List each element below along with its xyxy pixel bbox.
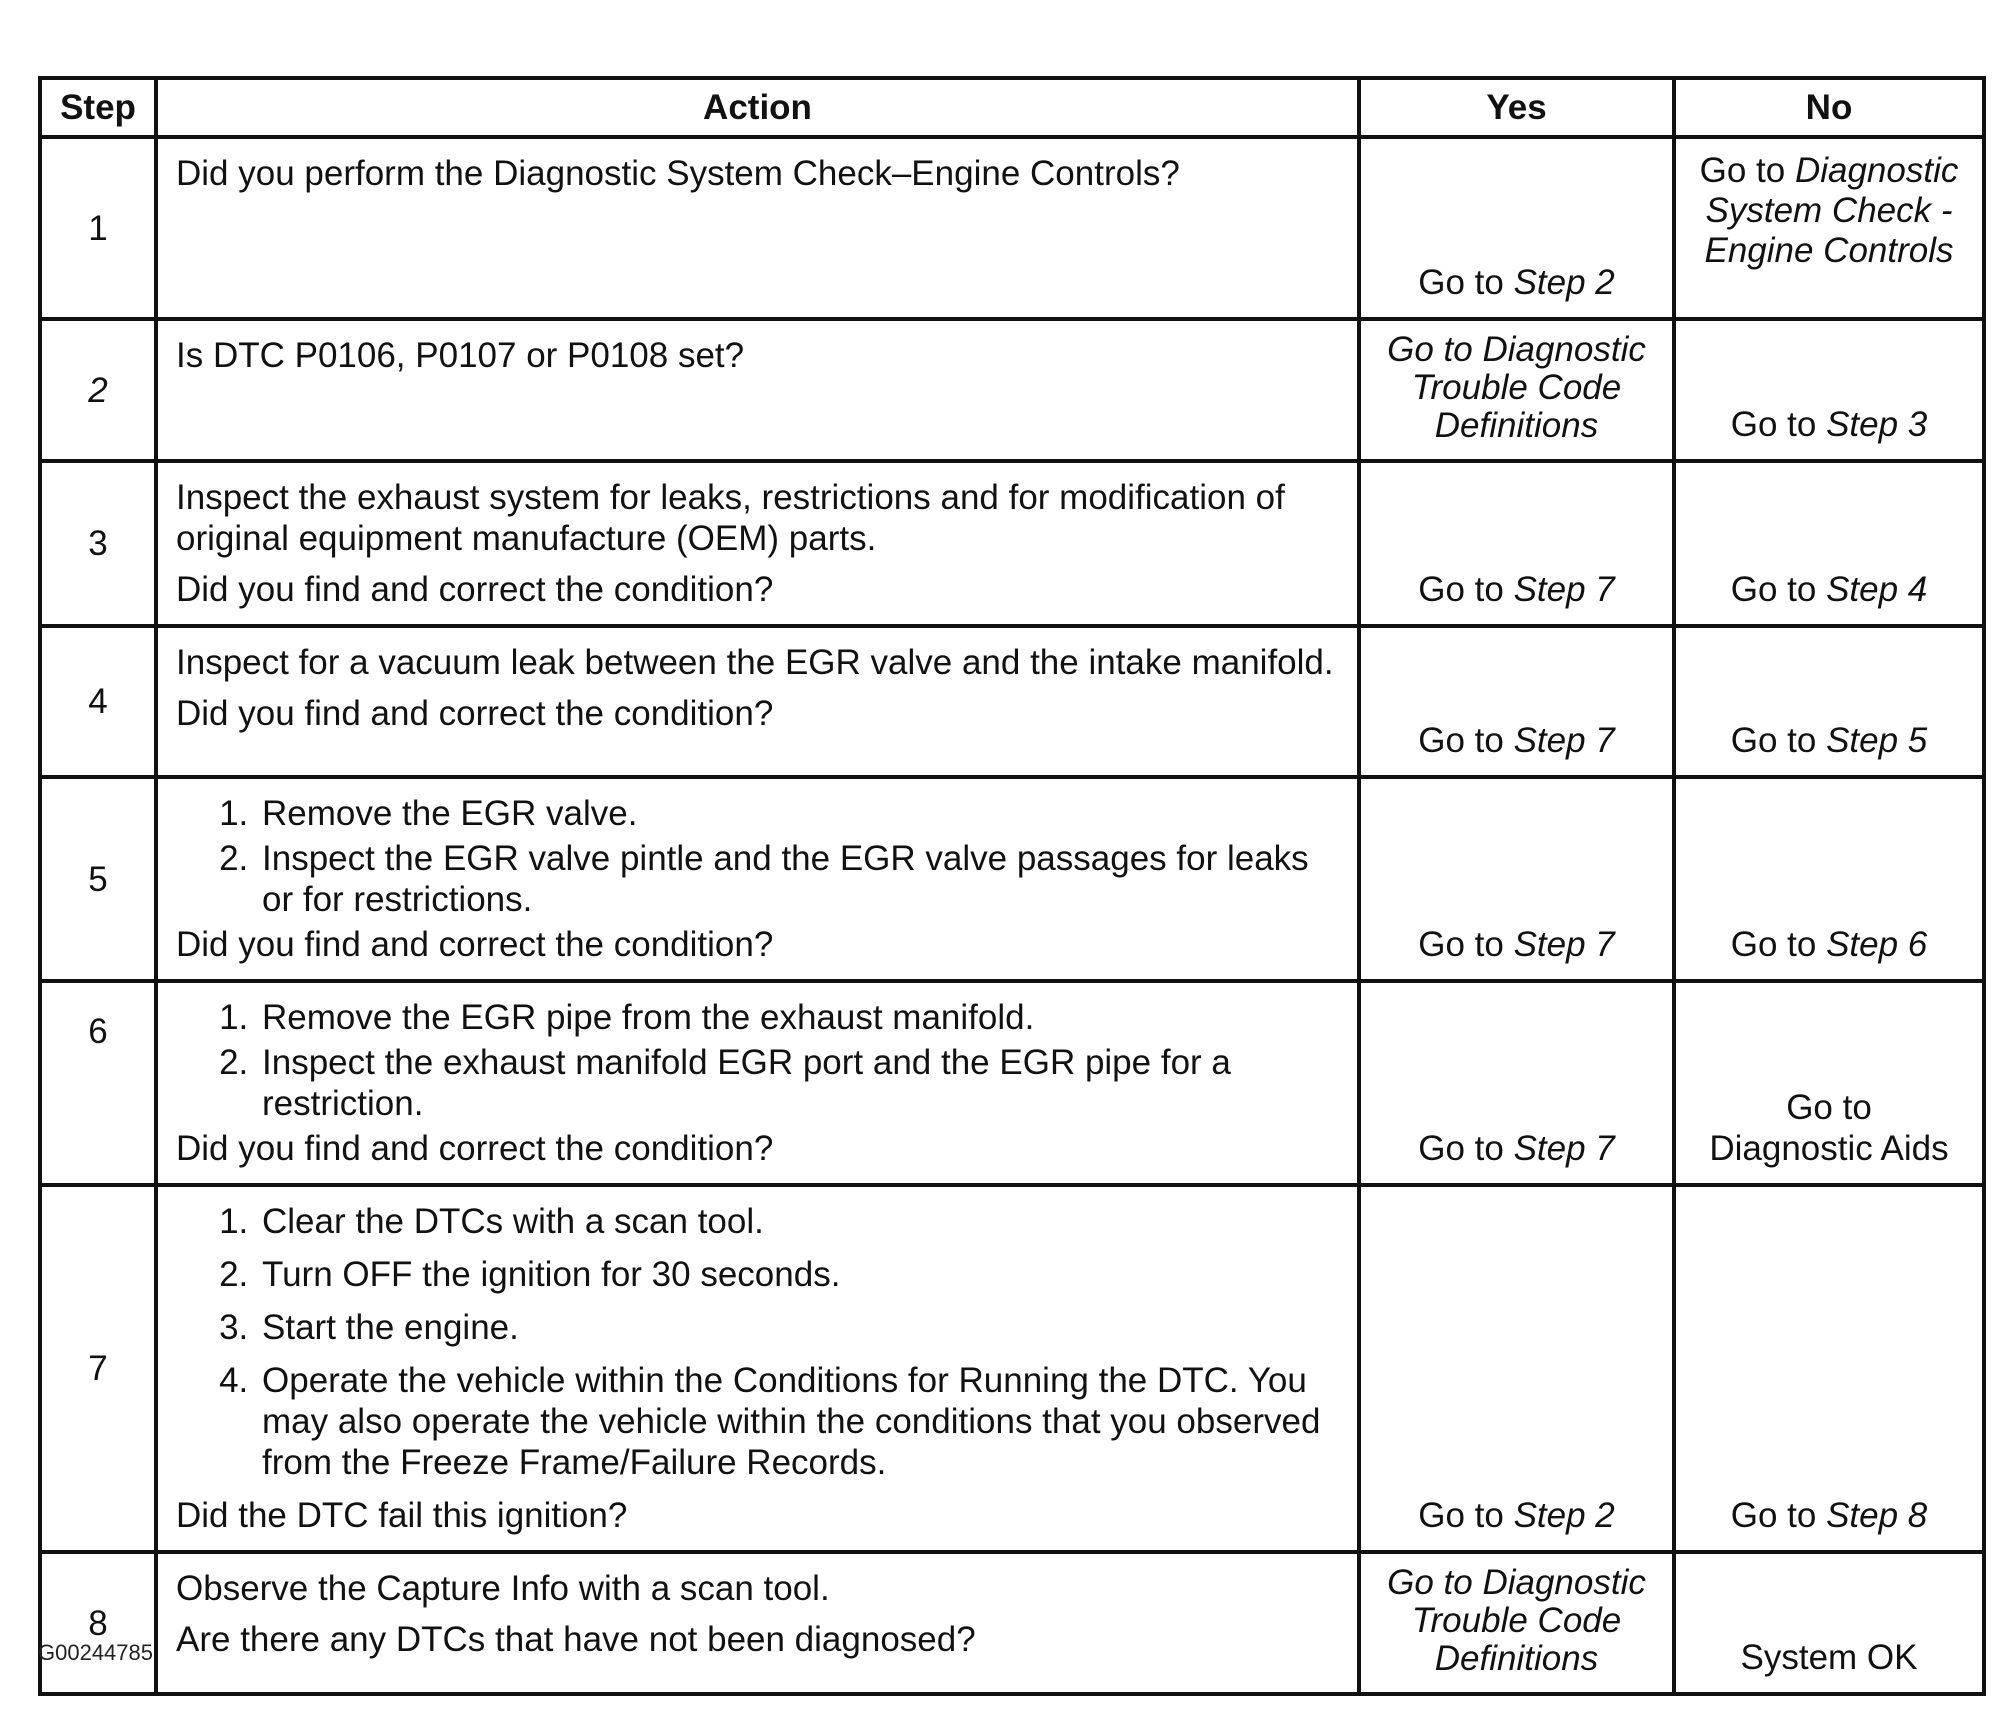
action-cell <box>156 461 1359 626</box>
substep-list <box>176 793 1341 920</box>
yes-cell <box>1359 777 1674 981</box>
table-header <box>40 78 1984 137</box>
no-prefix: Go to <box>1730 925 1827 964</box>
header-action: Action <box>156 78 1359 137</box>
no-prefix: Go to <box>1699 151 1795 190</box>
no-link[interactable]: Step 6 <box>1826 925 1928 964</box>
action-cell <box>156 137 1359 319</box>
no-cell <box>1674 777 1984 981</box>
no-link[interactable]: Step 5 <box>1826 721 1928 760</box>
table-row <box>40 137 1984 319</box>
yes-link[interactable]: Step 7 <box>1513 925 1615 964</box>
step-number: 3 <box>40 461 156 626</box>
diagnostic-table <box>38 76 1986 1696</box>
header-yes: Yes <box>1359 78 1674 137</box>
yes-link[interactable]: Step 7 <box>1513 570 1615 609</box>
no-link[interactable]: Step 8 <box>1826 1496 1928 1535</box>
yes-prefix: Go to <box>1418 1496 1514 1535</box>
no-cell <box>1674 1185 1984 1552</box>
yes-link[interactable]: Go to Diagnostic Trouble Code Definitions <box>1387 1563 1646 1678</box>
no-link[interactable]: Go to Diagnostic Aids <box>1709 1088 1949 1168</box>
table-row <box>40 981 1984 1185</box>
action-cell <box>156 1185 1359 1552</box>
action-text: Observe the Capture Info with a scan tool. <box>176 1569 830 1608</box>
substep-item: 2. Turn OFF the ignition for 30 seconds. <box>258 1254 1341 1295</box>
no-link[interactable]: Step 3 <box>1826 405 1928 444</box>
header-row <box>40 78 1984 137</box>
yes-cell <box>1359 1552 1674 1694</box>
table-row <box>40 626 1984 777</box>
action-cell <box>156 1552 1359 1694</box>
step-number <box>40 319 156 461</box>
action-question: Are there any DTCs that have not been diagnosed? <box>176 1620 976 1659</box>
action-cell <box>156 777 1359 981</box>
substep-item: 1. Remove the EGR valve. <box>258 793 1341 834</box>
table-row <box>40 319 1984 461</box>
yes-cell <box>1359 137 1674 319</box>
yes-prefix: Go to <box>1418 1129 1514 1168</box>
substep-item: 4. Operate the vehicle within the Conditions for Running the DTC. You may also operate the vehicle within the conditions that you observed from the Freeze Frame/Failure Records. <box>258 1360 1341 1483</box>
action-question: Did the DTC fail this ignition? <box>176 1496 628 1535</box>
yes-cell <box>1359 981 1674 1185</box>
header-step: Step <box>40 78 156 137</box>
action-cell <box>156 981 1359 1185</box>
step-number: 8 <box>40 1552 156 1694</box>
step-number: 6 <box>40 981 156 1185</box>
step-number-text: 2 <box>88 370 108 410</box>
yes-cell <box>1359 461 1674 626</box>
no-link[interactable]: Step 4 <box>1826 570 1928 609</box>
action-question: Did you find and correct the condition? <box>176 925 774 964</box>
yes-link[interactable]: Step 2 <box>1513 1496 1615 1535</box>
no-prefix: Go to <box>1730 405 1827 444</box>
header-no: No <box>1674 78 1984 137</box>
no-cell <box>1674 626 1984 777</box>
yes-prefix: Go to <box>1418 263 1514 302</box>
step-number: 1 <box>40 137 156 319</box>
substep-list <box>176 997 1341 1124</box>
no-cell <box>1674 1552 1984 1694</box>
no-prefix: Go to <box>1730 570 1827 609</box>
yes-cell <box>1359 319 1674 461</box>
figure-id: G00244785 <box>38 1640 153 1665</box>
yes-link[interactable]: Step 2 <box>1513 263 1615 302</box>
substep-item: 2. Inspect the exhaust manifold EGR port and the EGR pipe for a restriction. <box>258 1042 1341 1124</box>
action-text: Is DTC P0106, P0107 or P0108 set? <box>176 336 745 375</box>
yes-link[interactable]: Go to Diagnostic Trouble Code Definitions <box>1387 330 1646 445</box>
substep-list <box>176 1201 1341 1483</box>
yes-link[interactable]: Step 7 <box>1513 721 1615 760</box>
action-cell <box>156 626 1359 777</box>
step-number: 4 <box>40 626 156 777</box>
no-cell <box>1674 137 1984 319</box>
action-question: Did you find and correct the condition? <box>176 570 774 609</box>
no-cell <box>1674 461 1984 626</box>
substep-item: 1. Remove the EGR pipe from the exhaust manifold. <box>258 997 1341 1038</box>
substep-item: 1. Clear the DTCs with a scan tool. <box>258 1201 1341 1242</box>
step-number: 5 <box>40 777 156 981</box>
yes-cell <box>1359 626 1674 777</box>
substep-item: 3. Start the engine. <box>258 1307 1341 1348</box>
no-cell <box>1674 981 1984 1185</box>
table-row <box>40 777 1984 981</box>
table-row <box>40 461 1984 626</box>
no-result: System OK <box>1740 1638 1918 1677</box>
no-prefix: Go to <box>1730 721 1827 760</box>
action-question: Did you find and correct the condition? <box>176 1129 774 1168</box>
action-text: Did you perform the Diagnostic System Check–Engine Controls? <box>176 154 1180 193</box>
yes-prefix: Go to <box>1418 925 1514 964</box>
action-text: Inspect the exhaust system for leaks, restrictions and for modification of original equipment manufacture (OEM) parts. <box>176 478 1285 558</box>
yes-prefix: Go to <box>1418 721 1514 760</box>
action-question: Did you find and correct the condition? <box>176 694 774 733</box>
no-cell <box>1674 319 1984 461</box>
table-row <box>40 1552 1984 1694</box>
action-cell <box>156 319 1359 461</box>
yes-prefix: Go to <box>1418 570 1514 609</box>
substep-item: 2. Inspect the EGR valve pintle and the EGR valve passages for leaks or for restrictions. <box>258 838 1341 920</box>
yes-link[interactable]: Step 7 <box>1513 1129 1615 1168</box>
no-prefix: Go to <box>1730 1496 1827 1535</box>
no-link[interactable]: Diagnostic System Check - Engine Controls <box>1704 151 1959 270</box>
action-text: Inspect for a vacuum leak between the EGR valve and the intake manifold. <box>176 643 1334 682</box>
table-row <box>40 1185 1984 1552</box>
yes-cell <box>1359 1185 1674 1552</box>
step-number: 7 <box>40 1185 156 1552</box>
